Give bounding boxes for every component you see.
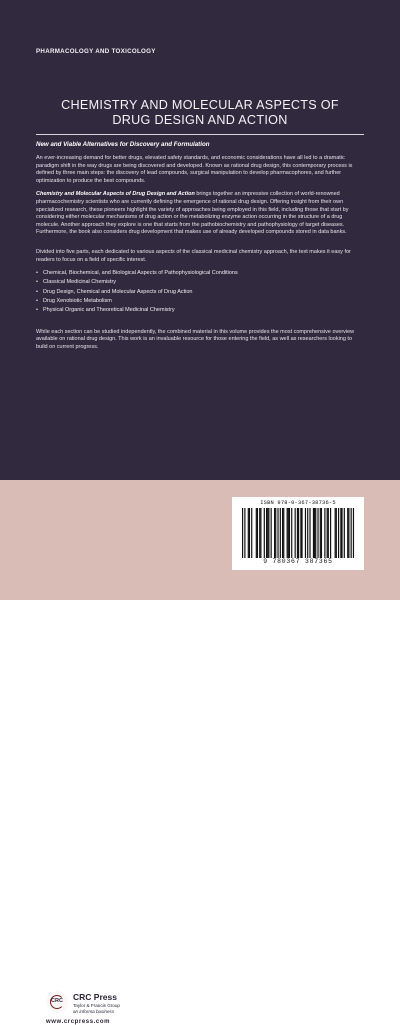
barcode-bar [257, 508, 258, 558]
barcode-bar [348, 508, 349, 558]
barcode-bar [288, 508, 289, 558]
barcode-bar [313, 508, 314, 558]
paragraph-intro: An ever-increasing demand for better drugs, elevated safety standards, and economic considerations have all led to a dramatic paradigm shift in the way drugs are being discovered and developed. Known as rational drug design, this contemporary process is defined by three main steps: the discovery of lead compounds, surgical manipulation to develop pharmacophores, and further optimization to produce the best compounds. [36, 155, 353, 184]
barcode-bar [280, 508, 281, 558]
barcode-bar [314, 508, 315, 558]
barcode-bar [291, 508, 292, 558]
barcode-bar [274, 508, 275, 558]
title-line-1: CHEMISTRY AND MOLECULAR ASPECTS OF [61, 98, 339, 112]
barcode-bar [351, 508, 352, 558]
barcode-bar [251, 508, 252, 558]
barcode-bar [328, 508, 329, 558]
crc-logo-icon [46, 991, 68, 1013]
blurb [36, 141, 364, 357]
barcode-bar [347, 508, 348, 558]
publisher-group: Taylor & Francis Group [73, 1003, 120, 1008]
title-divider [36, 134, 364, 135]
barcode-bar [275, 508, 276, 558]
barcode-bar [297, 508, 298, 558]
list-item: • Drug Xenobiotic Metabolism [36, 297, 364, 306]
series-label: PHARMACOLOGY AND TOXICOLOGY [36, 48, 156, 55]
paragraph-parts: Divided into five parts, each dedicated to various aspects of the classical medicinal chemistry approach, the text makes it easy for readers to focus on a field of specific interest. [36, 248, 351, 263]
barcode-bar [283, 508, 284, 558]
publisher-name: CRC Press [73, 992, 117, 1002]
barcode-bar [242, 508, 243, 558]
barcode-bar [248, 508, 249, 558]
barcode-bar [320, 508, 321, 558]
barcode-bar [268, 508, 269, 558]
subtitle: New and Viable Alternatives for Discovery and Formulation [36, 141, 210, 148]
barcode-bar [307, 508, 308, 558]
barcode-bar [338, 508, 339, 558]
barcode-digits: 9 780367 387365 [263, 558, 333, 565]
crc-logo-text: CRC [51, 998, 63, 1004]
title-line-2: DRUG DESIGN AND ACTION [112, 113, 288, 127]
barcode-bar [309, 508, 310, 558]
barcode-bar [264, 508, 265, 558]
barcode-bar [249, 508, 250, 558]
barcode-bar [317, 508, 318, 558]
isbn-number: ISBN 978-0-367-38736-5 [260, 500, 336, 506]
isbn-barcode-box [232, 497, 364, 570]
barcode-bar [259, 508, 260, 558]
barcode-bar [267, 508, 268, 558]
barcode-bar [271, 508, 272, 558]
barcode-bar [340, 508, 341, 558]
list-item: • Classical Medicinal Chemistry [36, 278, 364, 287]
barcode-bar [335, 508, 336, 558]
publisher-tagline: an informa business [73, 1009, 115, 1014]
list-item: • Drug Design, Chemical and Molecular Aspects of Drug Action [36, 288, 364, 297]
paragraph-book-title: Chemistry and Molecular Aspects of Drug Design and Action [36, 191, 195, 198]
barcode-bar [298, 508, 299, 558]
barcode-bar [336, 508, 337, 558]
barcode-bar [353, 508, 354, 558]
list-item: • Physical Organic and Theoretical Medicinal Chemistry [36, 306, 364, 315]
barcode-bar [300, 508, 301, 558]
barcode-bar [282, 508, 283, 558]
barcode-bar [244, 508, 245, 558]
barcode-bar [330, 508, 331, 558]
barcode-bar [321, 508, 322, 558]
barcode-icon [242, 508, 354, 558]
paragraph-closing: While each section can be studied independently, the combined material in this volume provides the most comprehensive overview available on rational drug design. This work is an invaluable resource for those entering the field, as well as researchers looking to build on current progress. [36, 328, 355, 350]
parts-list [36, 269, 364, 315]
barcode-bar [327, 508, 328, 558]
description-panel [0, 0, 400, 480]
barcode-bar [266, 508, 267, 558]
paragraph-overview [36, 191, 364, 237]
barcode-bar [287, 508, 288, 558]
barcode-bar [260, 508, 261, 558]
barcode-bar [256, 508, 257, 558]
barcode-bar [344, 508, 345, 558]
publisher-website: www.crcpress.com [46, 1019, 111, 1025]
list-item: • Chemical, Biochemical, and Biological Aspects of Pathophysiological Conditions [36, 269, 364, 278]
barcode-bar [305, 508, 306, 558]
book-title [20, 98, 380, 128]
barcode-bar [277, 508, 278, 558]
barcode-bar [301, 508, 302, 558]
paragraph-overview-text: brings together an impressive collection of world-renowned pharmacochemistry scientists who are currently defining the emergence of rational drug design. Offering insight from their own specialized research, these pioneers highlight the variety of approaches being employed in this field, including those that start by considering either molecular mechanisms of drug action or the metabolizing enzyme action occurring in the structure of a drug molecule. Another approach they explore is one that starts from the pathobiochemistry and pathophysiology of target diseases. Furthermore, the book also considers drug development that makes use of already developed compounds stored in data banks. [36, 191, 349, 236]
barcode-bar [324, 508, 325, 558]
barcode-bar [341, 508, 342, 558]
barcode-bar [295, 508, 296, 558]
barcode-bar [315, 508, 316, 558]
barcode-bar [289, 508, 290, 558]
